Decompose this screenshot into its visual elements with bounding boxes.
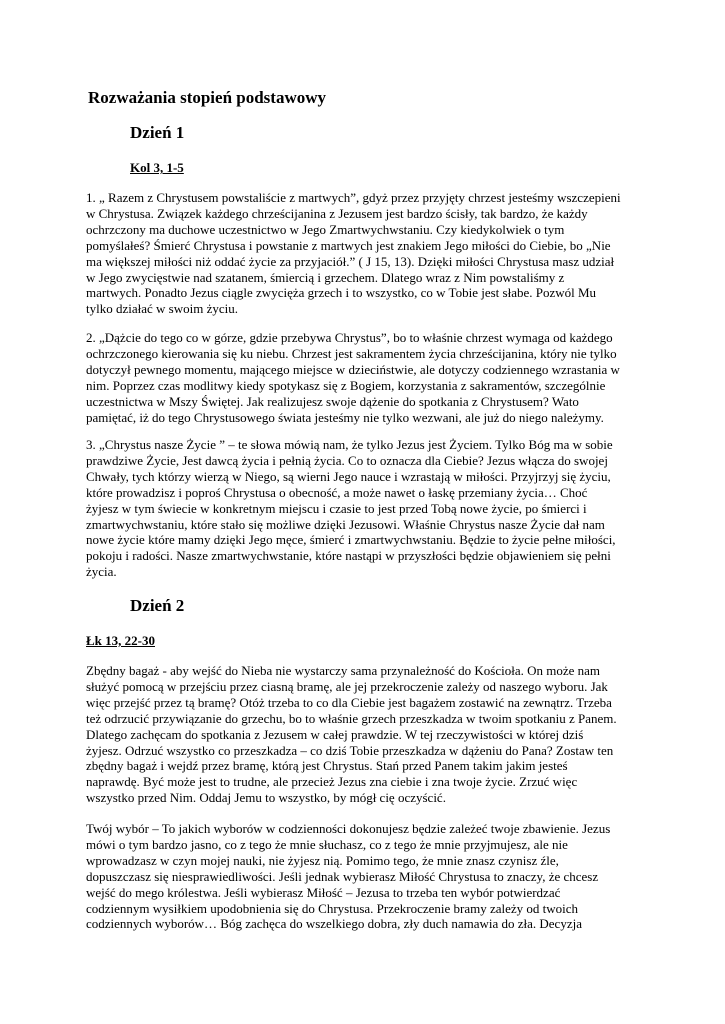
text-line: 1. „ Razem z Chrystusem powstaliście z martwych”, gdyż przez przyjęty chrzest jesteśmy wszczepieni [86, 190, 621, 205]
text-line: naprawdę. Być może jest to trudne, ale przecież Jezus zna ciebie i zna twoje życie. Zrzuć więc [86, 774, 578, 790]
text-line: mówi o tym bardzo jasno, co z tego że mnie słuchasz, co z tego że mnie przyjmujesz, ale nie [86, 836, 568, 852]
document-title: Rozważania stopień podstawowy [88, 88, 327, 107]
text-line: które prowadzisz i poproś Chrystusa o obecność, a może nawet o łaskę przemiany życia… Choć [86, 484, 588, 500]
text-line: 3. „Chrystus nasze Życie ” – te słowa mówią nam, że tylko Jezus jest Życiem. Tylko Bóg ma w sobie [86, 437, 613, 452]
text-line: martwych. Ponadto Jezus ciągle zwycięża grzech i to wszystko, co w Tobie jest słabe. Pozwól Mu [86, 285, 597, 301]
text-line: żyjesz. Odrzuć wszystko co przeszkadza – co dziś Tobie przeszkadza w dążeniu do Pana? Zostaw ten [86, 742, 614, 758]
text-line: wprowadzasz w czyn mojej nauki, nie żyjesz nią. Pomimo tego, że mnie znasz czynisz źle, [86, 852, 559, 868]
text-line: nowe życie które mamy dzięki Jego męce, śmierć i zmartwychwstaniu. Będzie to życie pełne miłości, [86, 532, 616, 548]
day-2-paragraph-2 [86, 821, 646, 932]
text-line: dotyczył pewnego momentu, mającego miejsce w dzieciństwie, ale dotyczy codziennego wzrastania w [86, 361, 620, 377]
text-line: codziennym wysiłkiem upodobnienia się do Chrystusa. Przekroczenie bramy zależy od twoich [86, 900, 579, 916]
text-line: Zbędny bagaż - aby wejść do Nieba nie wystarczy sama przynależność do Kościoła. On może nam [86, 663, 601, 678]
text-line: żyjesz w tym świecie w konkretnym miejscu i czasie to jest przed Tobą nowe życie, po śmierci i [86, 500, 587, 516]
day-1-paragraph-2 [86, 330, 646, 425]
text-line: też odrzucić przywiązanie do grzechu, bo to właśnie grzech przeszkadza w twoim spotkaniu z Panem. [86, 710, 617, 726]
text-line: Chwały, tych którzy wierzą w Niego, są wierni Jego nauce i wzrastają w miłości. Przyjrzyj się życiu, [86, 468, 611, 484]
text-line: Dlatego zachęcam do spotkania z Jezusem w całej prawdzie. W tej rzeczywistości w której dziś [86, 726, 584, 742]
text-line: pokoju i radości. Nasze zmartwychwstanie, które nastąpi w przyszłości będzie objawieniem się pełni [86, 548, 611, 564]
text-line: wejść do mego królestwa. Jeśli wybierasz Miłość – Jezusa to trzeba ten wybór potwierdzać [86, 884, 561, 900]
text-line: pomyślałeś? Śmierć Chrystusa i powstanie z martwych jest znakiem Jego miłości do Ciebie, bo „Nie [86, 237, 611, 253]
text-line: 2. „Dążcie do tego co w górze, gdzie przebywa Chrystus”, bo to właśnie chrzest wymaga od każdego [86, 330, 613, 345]
day-2-heading: Dzień 2 [130, 596, 185, 615]
text-line: wszystko przed Nim. Oddaj Jemu to wszystko, by mógł cię oczyścić. [86, 790, 446, 806]
text-line: uczestnictwa w Mszy Świętej. Jak realizujesz swoje dążenie do spotkania z Chrystusem? Wato [86, 393, 579, 409]
text-line: ma większej miłości niż oddać życie za przyjaciół.” ( J 15, 13). Dzięki miłości Chrystusa masz udział [86, 253, 615, 269]
text-line: Twój wybór – To jakich wyborów w codzienności dokonujesz będzie zależeć twoje zbawienie. Jezus [86, 821, 611, 836]
text-line: prawdziwe Życie, Jest dawcą życia i pełnią życia. Co to oznacza dla Ciebie? Jezus włącza do swojej [86, 452, 608, 468]
text-line: w Jego zwycięstwie nad szatanem, śmiercią i grzechem. Dlatego wraz z Nim powstaliśmy z [86, 269, 565, 285]
text-line: zbędny bagaż i wejdź przez bramę, którą jest Chrystus. Stań przed Panem takim jakim jesteś [86, 758, 568, 774]
text-line: nim. Poprzez czas modlitwy kiedy spotykasz się z Bogiem, korzystania z sakramentów, szczególnie [86, 377, 606, 393]
day-1-scripture-reference: Kol 3, 1-5 [130, 160, 184, 175]
text-line: ochrzczonego kierowania się ku niebu. Chrzest jest sakramentem życia chrześcijanina, który nie tylko [86, 345, 617, 361]
day-2-scripture-reference: Łk 13, 22-30 [86, 633, 155, 648]
day-1-paragraph-1 [86, 190, 646, 317]
text-line: w Chrystusa. Związek każdego chrześcijanina z Jezusem jest bardzo ścisły, tak bardzo, że każdy [86, 205, 588, 221]
text-line: tylko działać w swoim życiu. [86, 301, 238, 317]
day-1-paragraph-3 [86, 437, 646, 580]
text-line: więc przejść przez tą bramę? Otóż trzeba to co dla Ciebie jest bagażem zostawić na zewnątrz. Trzeba [86, 694, 612, 710]
text-line: dopuszczasz się niesprawiedliwości. Jeśli jednak wybierasz Miłość Chrystusa to znaczy, że chcesz [86, 868, 599, 884]
day-2-paragraph-1 [86, 663, 646, 806]
text-line: pamiętać, iż do tego Chrystusowego świata jesteśmy nie tylko wezwani, ale już do niego należymy. [86, 409, 604, 425]
text-line: służyć pomocą w przejściu przez ciasną bramę, ale jej przekroczenie zależy od naszego wyboru. Jak [86, 678, 608, 694]
text-line: ochrzczony ma duchowe uczestnictwo w Jego Zmartwychwstaniu. Czy kiedykolwiek o tym [86, 221, 565, 237]
text-line: zmartwychwstaniu, które stało się możliwe dzięki Jezusowi. Właśnie Chrystus nasze Życie dał nam [86, 516, 605, 532]
text-line: życia. [86, 564, 117, 580]
day-1-heading: Dzień 1 [130, 123, 185, 142]
text-line: codziennych wyborów… Bóg zachęca do wszelkiego dobra, zły duch namawia do zła. Decyzja [86, 916, 582, 932]
